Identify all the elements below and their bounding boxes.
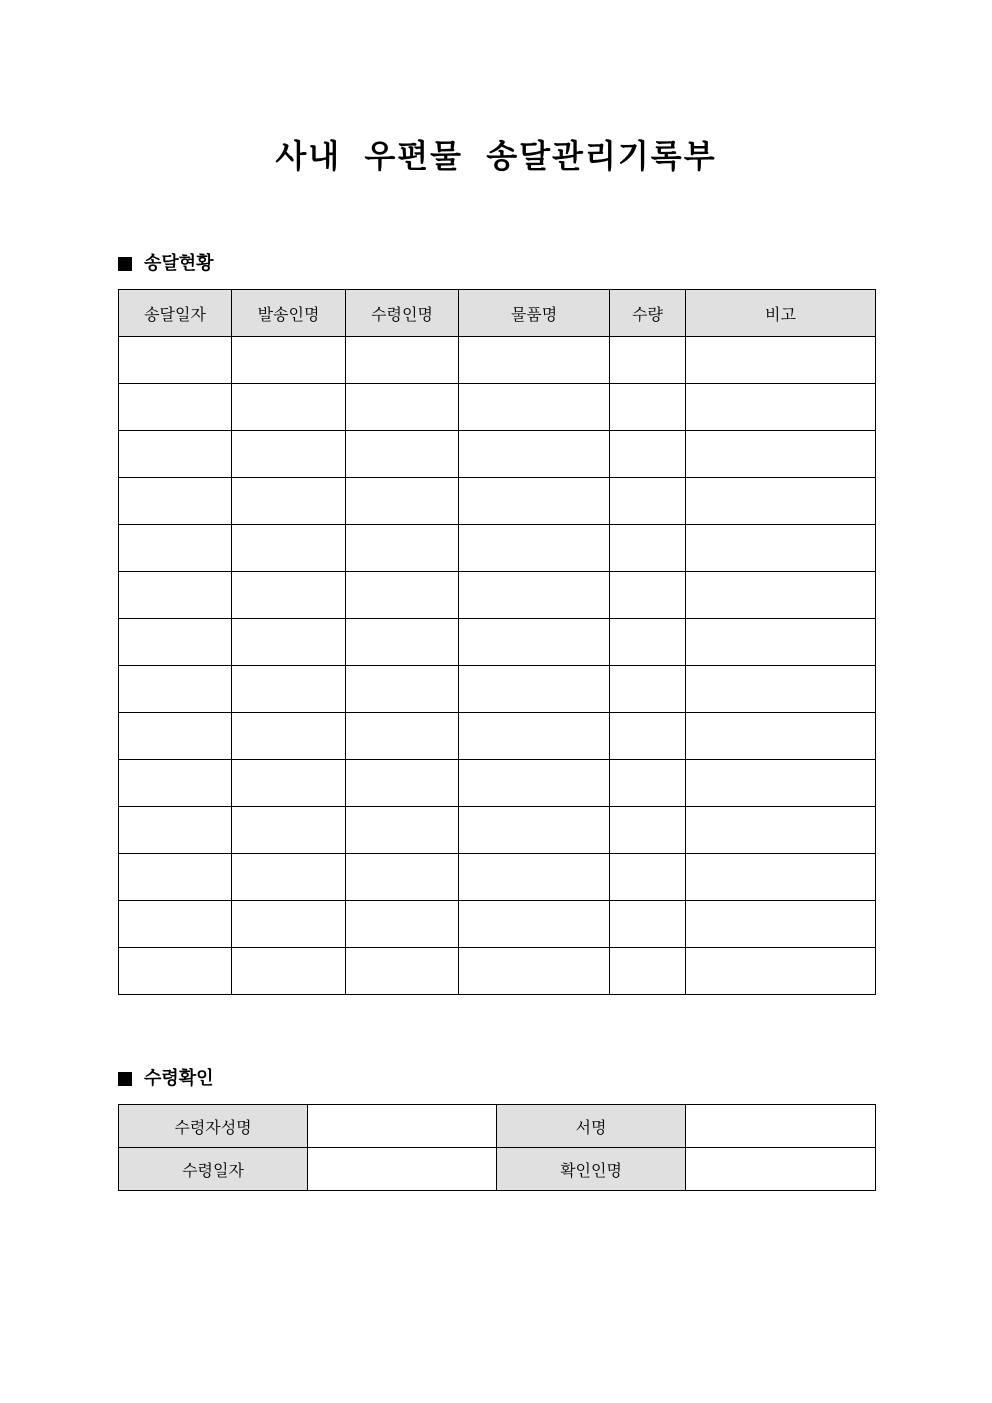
table-row [119, 337, 876, 384]
sender-name-cell[interactable] [232, 431, 346, 478]
confirmer-name-field[interactable] [686, 1148, 876, 1191]
delivery-date-cell[interactable] [119, 713, 232, 760]
table-row [119, 572, 876, 619]
item-name-cell[interactable] [459, 854, 610, 901]
sender-name-cell[interactable] [232, 384, 346, 431]
delivery-date-cell[interactable] [119, 619, 232, 666]
quantity-cell[interactable] [610, 666, 686, 713]
sender-name-cell[interactable] [232, 666, 346, 713]
quantity-cell[interactable] [610, 713, 686, 760]
column-header-delivery-date: 송달일자 [119, 290, 232, 337]
item-name-cell[interactable] [459, 901, 610, 948]
item-name-cell[interactable] [459, 572, 610, 619]
signature-field[interactable] [686, 1105, 876, 1148]
column-header-recipient-name: 수령인명 [346, 290, 459, 337]
delivery-date-cell[interactable] [119, 337, 232, 384]
delivery-date-cell[interactable] [119, 478, 232, 525]
receipt-row [119, 1105, 876, 1148]
page-title: 사내 우편물 송달관리기록부 [275, 137, 717, 175]
remarks-cell[interactable] [686, 337, 876, 384]
quantity-cell[interactable] [610, 760, 686, 807]
recipient-name-cell[interactable] [346, 807, 459, 854]
square-bullet-icon [118, 257, 132, 271]
remarks-cell[interactable] [686, 713, 876, 760]
table-row [119, 807, 876, 854]
remarks-cell[interactable] [686, 478, 876, 525]
table-row [119, 478, 876, 525]
delivery-date-cell[interactable] [119, 760, 232, 807]
recipient-name-cell[interactable] [346, 948, 459, 995]
item-name-cell[interactable] [459, 666, 610, 713]
signature-label: 서명 [497, 1105, 686, 1148]
sender-name-cell[interactable] [232, 337, 346, 384]
table-row [119, 431, 876, 478]
receipt-section-heading [118, 1067, 214, 1091]
table-row [119, 713, 876, 760]
column-header-remarks: 비고 [686, 290, 876, 337]
remarks-cell[interactable] [686, 384, 876, 431]
quantity-cell[interactable] [610, 619, 686, 666]
recipient-name-cell[interactable] [346, 572, 459, 619]
remarks-cell[interactable] [686, 619, 876, 666]
receipt-section-heading-label: 수령확인 [144, 1068, 214, 1089]
column-header-sender-name: 발송인명 [232, 290, 346, 337]
item-name-cell[interactable] [459, 431, 610, 478]
item-name-cell[interactable] [459, 713, 610, 760]
table-row [119, 525, 876, 572]
delivery-date-cell[interactable] [119, 854, 232, 901]
remarks-cell[interactable] [686, 666, 876, 713]
sender-name-cell[interactable] [232, 713, 346, 760]
delivery-date-cell[interactable] [119, 431, 232, 478]
sender-name-cell[interactable] [232, 619, 346, 666]
recipient-name-cell[interactable] [346, 854, 459, 901]
item-name-cell[interactable] [459, 384, 610, 431]
receipt-row [119, 1148, 876, 1191]
delivery-date-cell[interactable] [119, 948, 232, 995]
delivery-table [118, 289, 876, 995]
item-name-cell[interactable] [459, 948, 610, 995]
remarks-cell[interactable] [686, 807, 876, 854]
delivery-date-cell[interactable] [119, 384, 232, 431]
delivery-date-cell[interactable] [119, 807, 232, 854]
delivery-date-cell[interactable] [119, 666, 232, 713]
quantity-cell[interactable] [610, 807, 686, 854]
delivery-date-cell[interactable] [119, 572, 232, 619]
item-name-cell[interactable] [459, 807, 610, 854]
quantity-cell[interactable] [610, 854, 686, 901]
remarks-cell[interactable] [686, 572, 876, 619]
recipient-name-cell[interactable] [346, 760, 459, 807]
recipient-name-cell[interactable] [346, 337, 459, 384]
recipient-name-cell[interactable] [346, 525, 459, 572]
table-row [119, 666, 876, 713]
recipient-name-cell[interactable] [346, 713, 459, 760]
quantity-cell[interactable] [610, 572, 686, 619]
remarks-cell[interactable] [686, 948, 876, 995]
item-name-cell[interactable] [459, 478, 610, 525]
table-row [119, 948, 876, 995]
table-row [119, 384, 876, 431]
remarks-cell[interactable] [686, 901, 876, 948]
receipt-date-label: 수령일자 [119, 1148, 308, 1191]
item-name-cell[interactable] [459, 619, 610, 666]
column-header-item-name: 물품명 [459, 290, 610, 337]
recipient-name-cell[interactable] [346, 619, 459, 666]
table-row [119, 901, 876, 948]
quantity-cell[interactable] [610, 525, 686, 572]
quantity-cell[interactable] [610, 384, 686, 431]
recipient-name-cell[interactable] [346, 666, 459, 713]
recipient-name-cell[interactable] [346, 384, 459, 431]
sender-name-cell[interactable] [232, 525, 346, 572]
sender-name-cell[interactable] [232, 572, 346, 619]
sender-name-cell[interactable] [232, 478, 346, 525]
quantity-cell[interactable] [610, 337, 686, 384]
remarks-cell[interactable] [686, 431, 876, 478]
receiver-name-field[interactable] [308, 1105, 497, 1148]
delivery-section-heading [118, 252, 214, 276]
sender-name-cell[interactable] [232, 901, 346, 948]
quantity-cell[interactable] [610, 948, 686, 995]
column-header-quantity: 수량 [610, 290, 686, 337]
recipient-name-cell[interactable] [346, 431, 459, 478]
receipt-date-field[interactable] [308, 1148, 497, 1191]
receipt-table [118, 1104, 876, 1191]
sender-name-cell[interactable] [232, 807, 346, 854]
remarks-cell[interactable] [686, 760, 876, 807]
item-name-cell[interactable] [459, 760, 610, 807]
table-row [119, 854, 876, 901]
delivery-date-cell[interactable] [119, 525, 232, 572]
sender-name-cell[interactable] [232, 760, 346, 807]
item-name-cell[interactable] [459, 337, 610, 384]
recipient-name-cell[interactable] [346, 478, 459, 525]
table-row [119, 619, 876, 666]
confirmer-name-label: 확인인명 [497, 1148, 686, 1191]
table-row [119, 760, 876, 807]
receiver-name-label: 수령자성명 [119, 1105, 308, 1148]
square-bullet-icon [118, 1072, 132, 1086]
sender-name-cell[interactable] [232, 948, 346, 995]
delivery-section-heading-label: 송달현황 [144, 253, 214, 274]
quantity-cell[interactable] [610, 431, 686, 478]
item-name-cell[interactable] [459, 525, 610, 572]
delivery-date-cell[interactable] [119, 901, 232, 948]
remarks-cell[interactable] [686, 854, 876, 901]
sender-name-cell[interactable] [232, 854, 346, 901]
delivery-table-header-row [119, 290, 876, 337]
quantity-cell[interactable] [610, 901, 686, 948]
delivery-table-body [119, 337, 876, 995]
remarks-cell[interactable] [686, 525, 876, 572]
recipient-name-cell[interactable] [346, 901, 459, 948]
quantity-cell[interactable] [610, 478, 686, 525]
